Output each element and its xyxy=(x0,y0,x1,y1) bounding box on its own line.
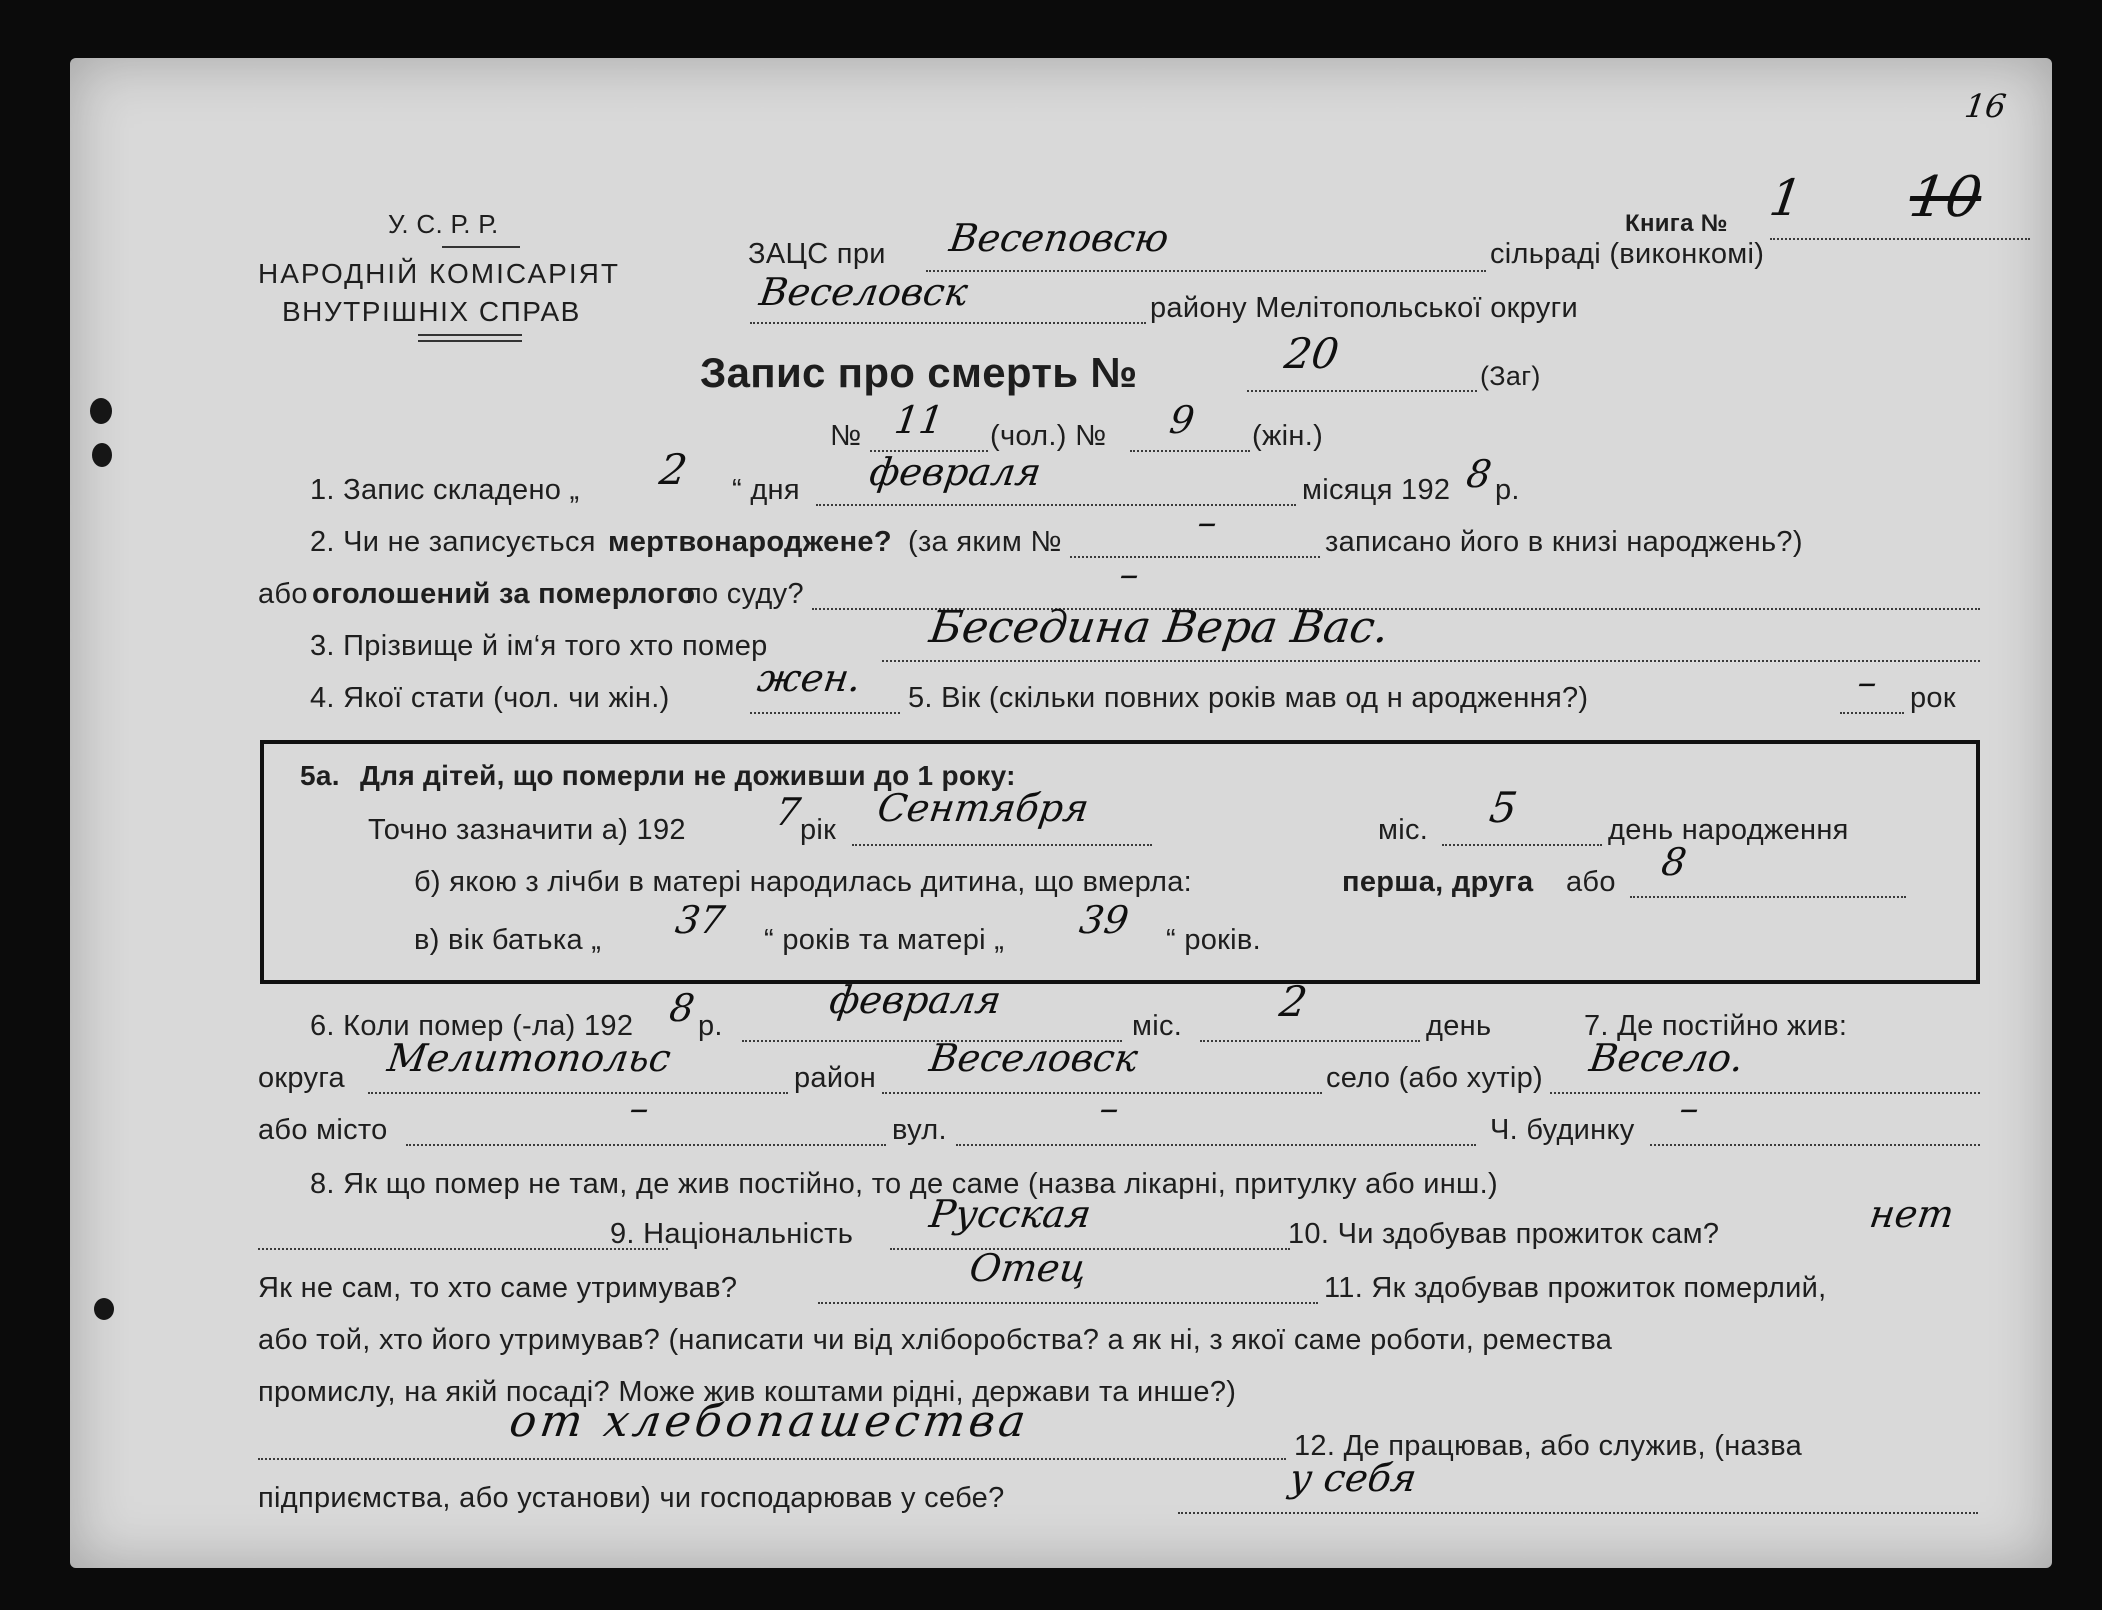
selo-label: село (або хутір) xyxy=(1326,1062,1543,1094)
republic-underline xyxy=(442,246,520,248)
raion-label: район xyxy=(794,1062,877,1094)
item6-prefix: 6. Коли помер (-ла) 192 xyxy=(310,1010,634,1042)
item3-field xyxy=(882,660,1980,662)
item1-month: февраля xyxy=(866,450,1044,494)
female-number-line xyxy=(1130,450,1250,452)
item5-age-label: 5. Вік (скільки повних років мав од н ародження?) xyxy=(908,682,1589,714)
item8-label: 8. Як що помер не там, де жив постійно, то де саме (назва лікарні, притулку або инш.) xyxy=(310,1168,1498,1200)
house-field xyxy=(1650,1144,1980,1146)
item5a-birth-month: Сентября xyxy=(874,786,1092,830)
item5a-line-b-c: або xyxy=(1566,866,1616,898)
misto-label: або місто xyxy=(258,1114,388,1146)
item2-declared-dead: оголошений за померлого xyxy=(312,578,696,610)
item6-year-digit: 8 xyxy=(666,986,698,1030)
header-underline-2 xyxy=(418,340,522,342)
vul-label: вул. xyxy=(892,1114,947,1146)
item5a-order-field xyxy=(1630,896,1906,898)
item1-day-suffix: “ дня xyxy=(732,474,800,506)
item4-field xyxy=(750,712,900,714)
house-label: Ч. будинку xyxy=(1490,1114,1635,1146)
item6-day-field xyxy=(1200,1040,1420,1042)
punch-hole-top xyxy=(90,398,112,424)
self-support-value: нет xyxy=(1866,1192,1957,1236)
republic-label: У. С. Р. Р. xyxy=(388,209,499,239)
death-record-form xyxy=(70,58,2052,1568)
item5-age-suffix: рок xyxy=(1910,682,1956,714)
item6-year-suffix: р. xyxy=(698,1010,723,1042)
nationality-value: Русская xyxy=(926,1192,1094,1236)
item7-label: 7. Де постійно жив: xyxy=(1584,1010,1848,1042)
nationality-field xyxy=(890,1248,1290,1250)
district-suffix: району Мелітопольської округи xyxy=(1150,292,1578,324)
supporter-value: Отец xyxy=(966,1246,1090,1290)
item5a-line-c-b: “ років та матері „ xyxy=(764,924,1005,956)
book-number: 1 xyxy=(1765,169,1806,227)
female-number: 9 xyxy=(1166,398,1198,442)
item12-line2: підприємства, або установи) чи господарював у себе? xyxy=(258,1482,1005,1514)
item2-stillborn: мертвонароджене? xyxy=(608,526,892,558)
item11-line3: промислу, на якій посаді? Може жив коштами рідні, держави та инше?) xyxy=(258,1376,1237,1408)
item12-line1: 12. Де працював, або служив, (назва xyxy=(1294,1430,1803,1462)
item3-label: 3. Прізвище й ім‘я того хто помер xyxy=(310,630,768,662)
item5a-heading-num: 5а. xyxy=(300,760,340,791)
item2-line1-c: (за яким № xyxy=(908,526,1062,558)
item5a-line-a-prefix: Точно зазначити а) 192 xyxy=(368,814,686,846)
selo-value: Весело. xyxy=(1586,1036,1747,1080)
book-number-line xyxy=(1770,238,2030,240)
item5-age-field xyxy=(1840,712,1904,714)
item11-value: от хлебопашества xyxy=(506,1396,1033,1447)
record-number: 20 xyxy=(1281,329,1342,378)
commissariat-line1: НАРОДНІЙ КОМІСАРІЯТ xyxy=(258,258,620,289)
record-number-line xyxy=(1247,390,1477,392)
item5a-day-label: день народження xyxy=(1608,814,1849,846)
misto-field xyxy=(406,1144,886,1146)
male-number-label: № xyxy=(830,420,862,452)
punch-hole-middle xyxy=(92,443,112,467)
item11-field xyxy=(258,1458,1286,1460)
record-title: Запис про смерть № xyxy=(700,349,1138,396)
item6-month: февраля xyxy=(826,978,1004,1022)
vul-field xyxy=(956,1144,1476,1146)
item8-field xyxy=(258,1248,668,1250)
item11-line2: або той, хто його утримував? (написати чи від хліборобства? а як ні, з якої саме роботи, ремества xyxy=(258,1324,1613,1356)
district-line xyxy=(750,322,1146,324)
commissariat-line2: ВНУТРІШНІХ СПРАВ xyxy=(282,296,581,327)
item5a-year-suffix: рік xyxy=(800,814,837,846)
item12-field xyxy=(1178,1512,1978,1514)
item1-year-digit: 8 xyxy=(1463,452,1495,496)
village-council-value: Весеповсю xyxy=(946,216,1172,260)
selo-field xyxy=(1550,1092,1980,1094)
item5a-line-b-b: перша, друга xyxy=(1342,866,1534,898)
okruga-field xyxy=(368,1092,788,1094)
item4-label: 4. Якої стати (чол. чи жін.) xyxy=(310,682,670,714)
male-number: 11 xyxy=(891,398,947,442)
item1-month-line xyxy=(816,504,1296,506)
book-number-crossed: 10 xyxy=(1905,165,1986,230)
district-value: Веселовск xyxy=(756,270,971,314)
nationality-label: 9. Національність xyxy=(610,1218,854,1250)
okruga-value: Мелитопольс xyxy=(384,1036,674,1080)
book-label: Книга № xyxy=(1625,210,1728,237)
punch-hole-bottom xyxy=(94,1298,114,1320)
item2-line2-c: по суду? xyxy=(686,578,804,610)
item1-month-suffix: місяця 192 xyxy=(1302,474,1451,506)
item6-month-label: міс. xyxy=(1132,1010,1183,1042)
item5a-birth-order: 8 xyxy=(1658,840,1690,884)
item5a-month-label: міс. xyxy=(1378,814,1429,846)
item5a-father-age: 37 xyxy=(672,898,728,942)
item1-day: 2 xyxy=(656,445,691,494)
item5a-heading: Для дітей, що померли не доживши до 1 року: xyxy=(360,760,1016,791)
misto-value: – xyxy=(626,1086,653,1130)
item1-prefix: 1. Запис складено „ xyxy=(310,474,580,506)
item6-day-label: день xyxy=(1426,1010,1492,1042)
item5a-month-field xyxy=(852,844,1152,846)
item5-age-value: – xyxy=(1854,660,1881,704)
female-number-suffix: (жін.) xyxy=(1252,420,1324,452)
self-support-label: 10. Чи здобував прожиток сам? xyxy=(1288,1218,1720,1250)
page-number-note: 16 xyxy=(1962,87,2009,125)
vul-value: – xyxy=(1096,1086,1123,1130)
zags-label: ЗАЦС при xyxy=(748,238,886,270)
item2-line1-d: записано його в книзі народжень?) xyxy=(1325,526,1803,558)
raion-value: Веселовск xyxy=(926,1036,1141,1080)
item4-value: жен. xyxy=(754,656,864,700)
item12-value: у себя xyxy=(1286,1456,1420,1500)
item5a-mother-age: 39 xyxy=(1076,898,1132,942)
supporter-field xyxy=(818,1302,1318,1304)
item5a-day-field xyxy=(1442,844,1602,846)
record-number-suffix: (Заг) xyxy=(1480,361,1541,391)
item2-line1-field xyxy=(1070,556,1320,558)
item5a-birth-day: 5 xyxy=(1486,783,1521,832)
item6-day: 2 xyxy=(1276,977,1311,1026)
item5a-line-c-a: в) вік батька „ xyxy=(414,924,602,956)
item2-line2-value: – xyxy=(1116,552,1143,596)
item5a-line-b-a: б) якою з лічби в матері народилась дитина, що вмерла: xyxy=(414,866,1193,898)
okruga-label: округа xyxy=(258,1062,345,1094)
item2-line1-value: – xyxy=(1194,500,1221,544)
house-value: – xyxy=(1676,1086,1703,1130)
supporter-label: Як не сам, то хто саме утримував? xyxy=(258,1272,738,1304)
item5a-line-c-c: “ років. xyxy=(1166,924,1261,956)
item2-line2-a: або xyxy=(258,578,308,610)
item11-line1: 11. Як здобував прожиток померлий, xyxy=(1324,1272,1827,1304)
village-council-line xyxy=(926,270,1486,272)
male-number-suffix: (чол.) № xyxy=(990,420,1107,452)
item5a-birth-year-digit: 7 xyxy=(772,790,804,834)
item3-value: Беседина Вера Вас. xyxy=(926,602,1393,653)
item2-line1-a: 2. Чи не записується xyxy=(310,526,596,558)
item1-year-suffix: р. xyxy=(1495,474,1520,506)
header-underline-1 xyxy=(418,334,522,336)
council-suffix: сільраді (виконкомі) xyxy=(1490,238,1765,270)
